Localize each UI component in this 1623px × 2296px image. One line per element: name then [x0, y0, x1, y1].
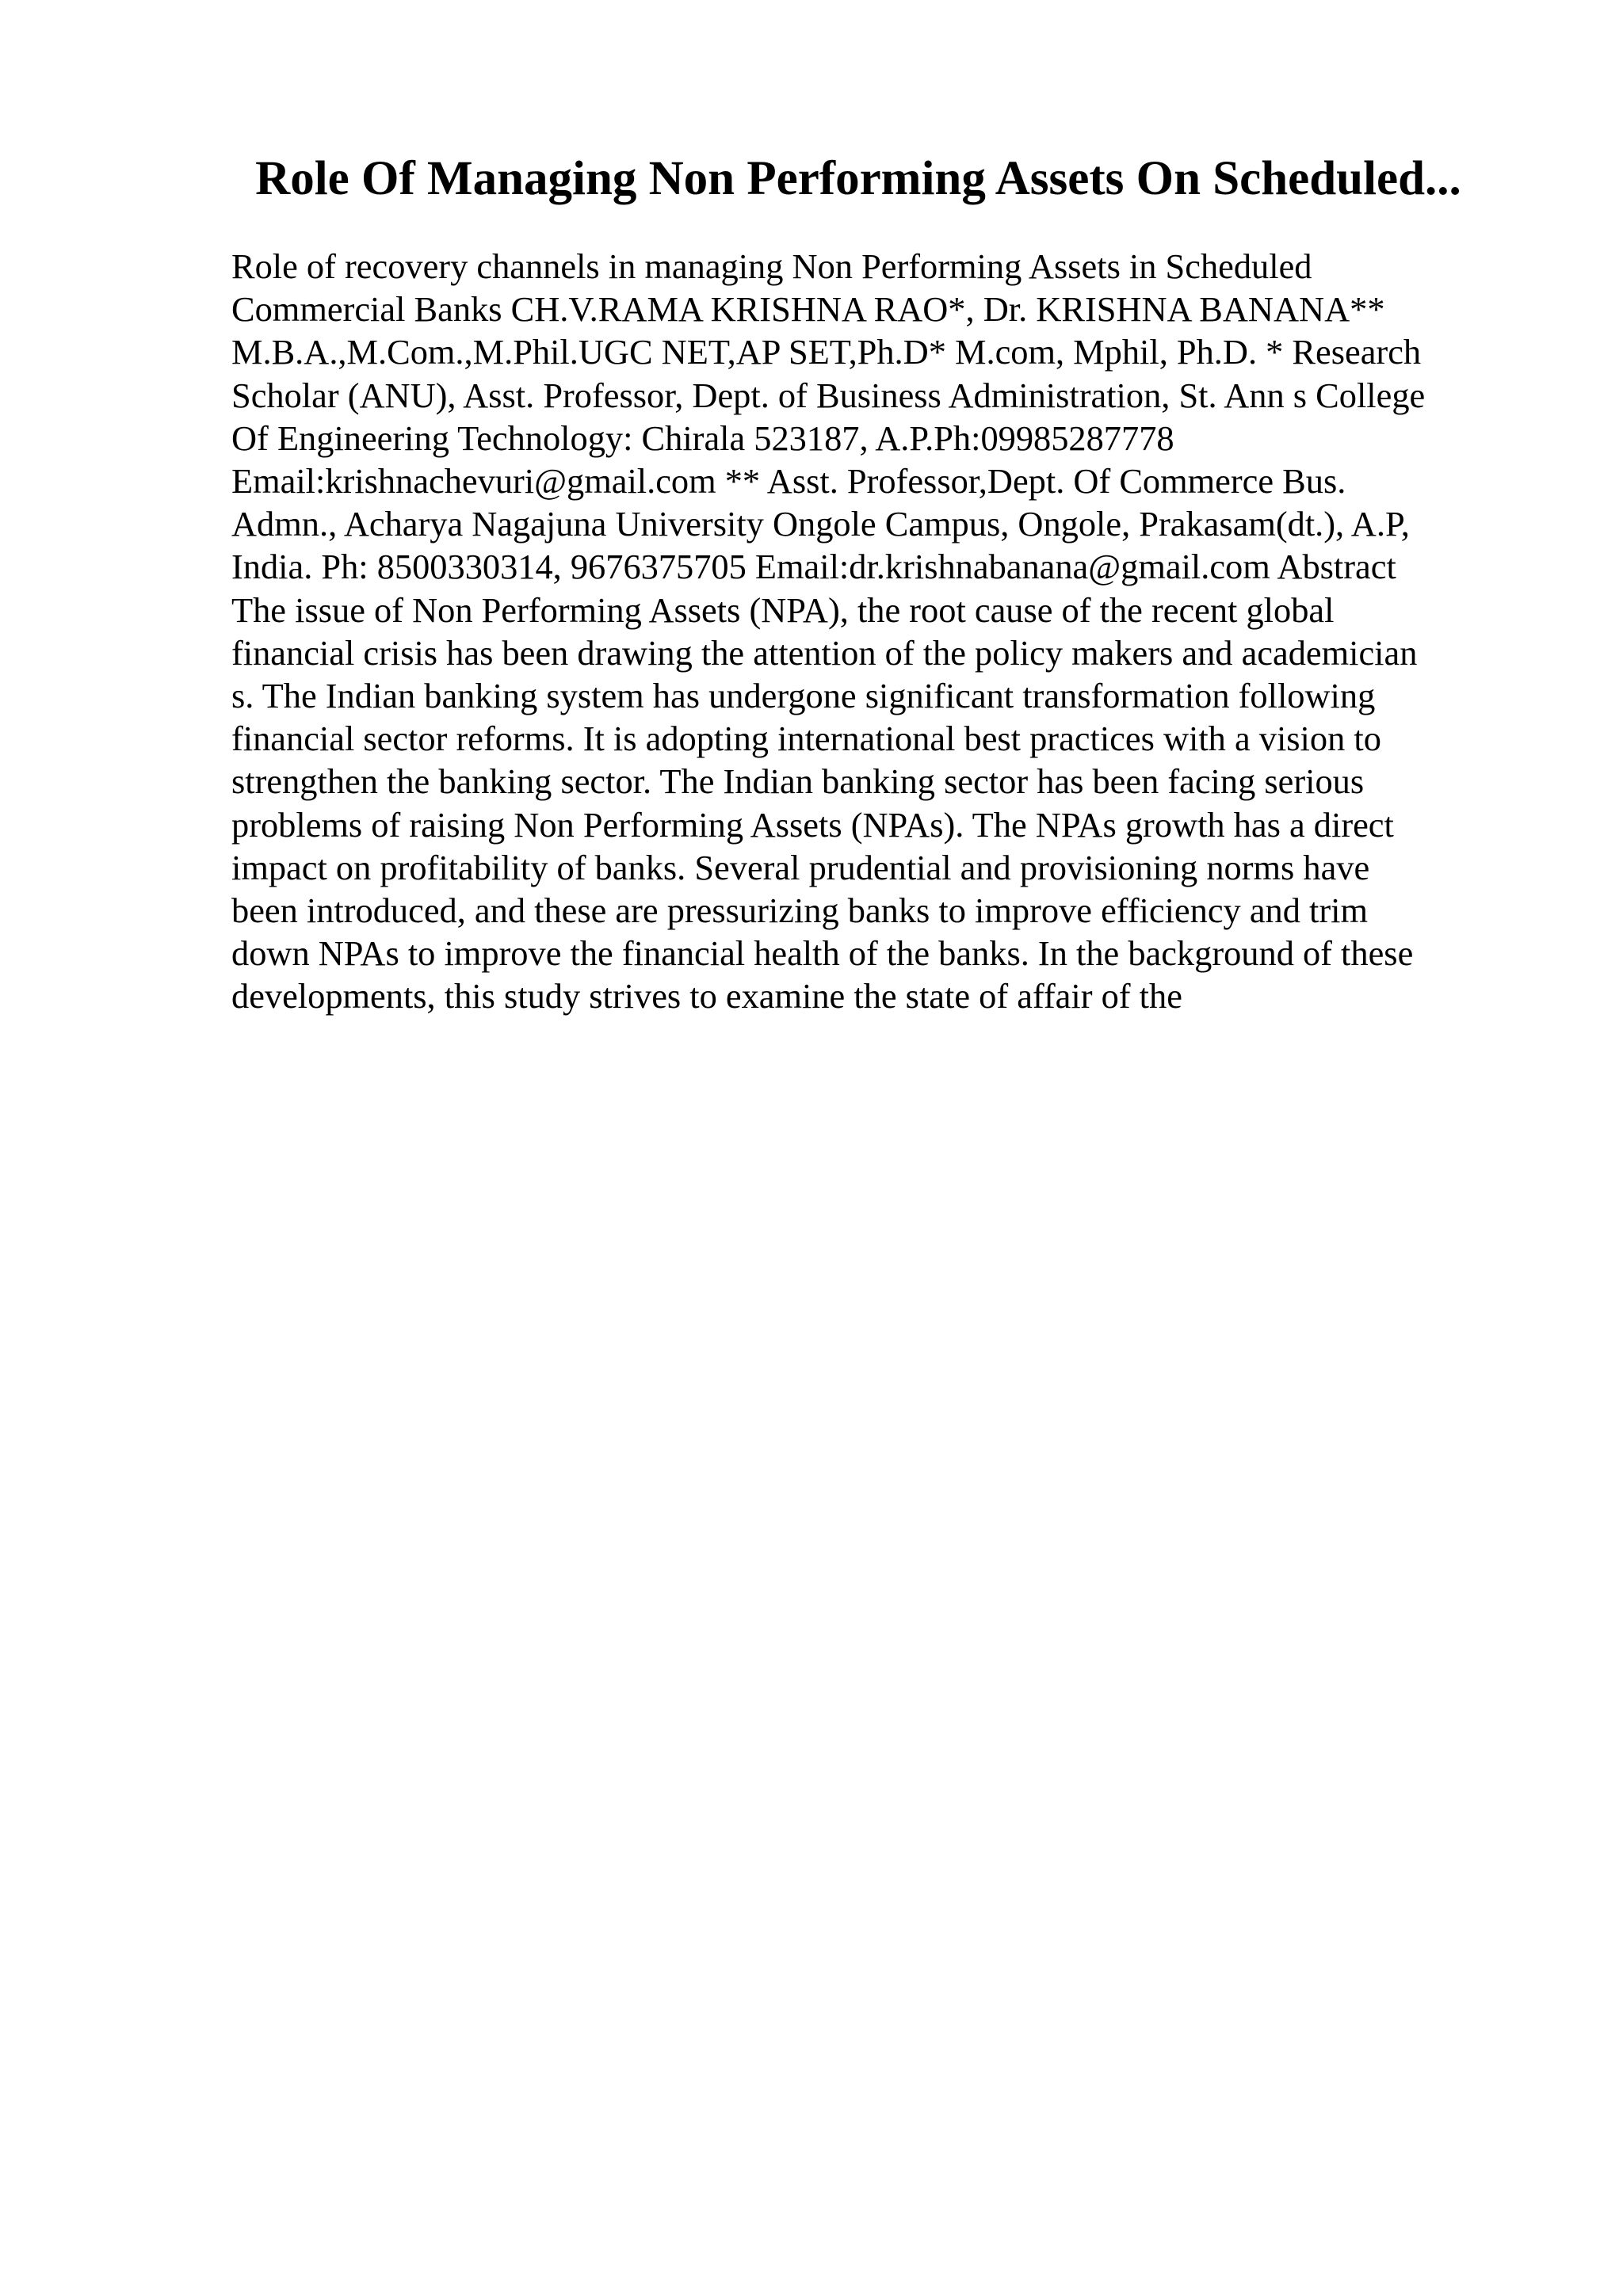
text-line: The issue of Non Performing Assets (NPA), the root cause of the recent global	[231, 589, 1335, 630]
text-line: developments, this study strives to examine the state of affair of the	[231, 976, 1182, 1016]
text-line: impact on profitability of banks. Several prudential and provisioning norms have	[231, 847, 1370, 887]
text-line: Role of recovery channels in managing Non Performing Assets in Scheduled	[231, 246, 1312, 286]
abstract-text	[231, 245, 1499, 1018]
text-line: been introduced, and these are pressurizing banks to improve efficiency and trim	[231, 891, 1368, 931]
text-line: financial sector reforms. It is adopting international best practices with a vision to	[231, 719, 1381, 759]
text-line: Scholar (ANU), Asst. Professor, Dept. of Business Administration, St. Ann s College	[231, 375, 1426, 415]
text-line: India. Ph: 8500330314, 9676375705 Email:dr.krishnabanana@gmail.com Abstract	[231, 547, 1396, 587]
document-title: Role Of Managing Non Performing Assets On Scheduled...	[255, 152, 1461, 205]
text-line: strengthen the banking sector. The Indian banking sector has been facing serious	[231, 761, 1365, 802]
text-line: Commercial Banks CH.V.RAMA KRISHNA RAO*, Dr. KRISHNA BANANA**	[231, 289, 1385, 330]
text-line: M.B.A.,M.Com.,M.Phil.UGC NET,AP SET,Ph.D* M.com, Mphil, Ph.D. * Research	[231, 332, 1422, 372]
text-line: down NPAs to improve the financial health of the banks. In the background of these	[231, 933, 1414, 974]
text-line: problems of raising Non Performing Assets (NPAs). The NPAs growth has a direct	[231, 804, 1394, 845]
text-line: Email:krishnachevuri@gmail.com ** Asst. Professor,Dept. Of Commerce Bus.	[231, 461, 1346, 502]
text-line: financial crisis has been drawing the attention of the policy makers and academician	[231, 632, 1418, 673]
text-line: Admn., Acharya Nagajuna University Ongole Campus, Ongole, Prakasam(dt.), A.P,	[231, 504, 1410, 544]
text-line: s. The Indian banking system has undergone significant transformation following	[231, 676, 1376, 716]
text-line: Of Engineering Technology: Chirala 523187, A.P.Ph:09985287778	[231, 418, 1174, 458]
